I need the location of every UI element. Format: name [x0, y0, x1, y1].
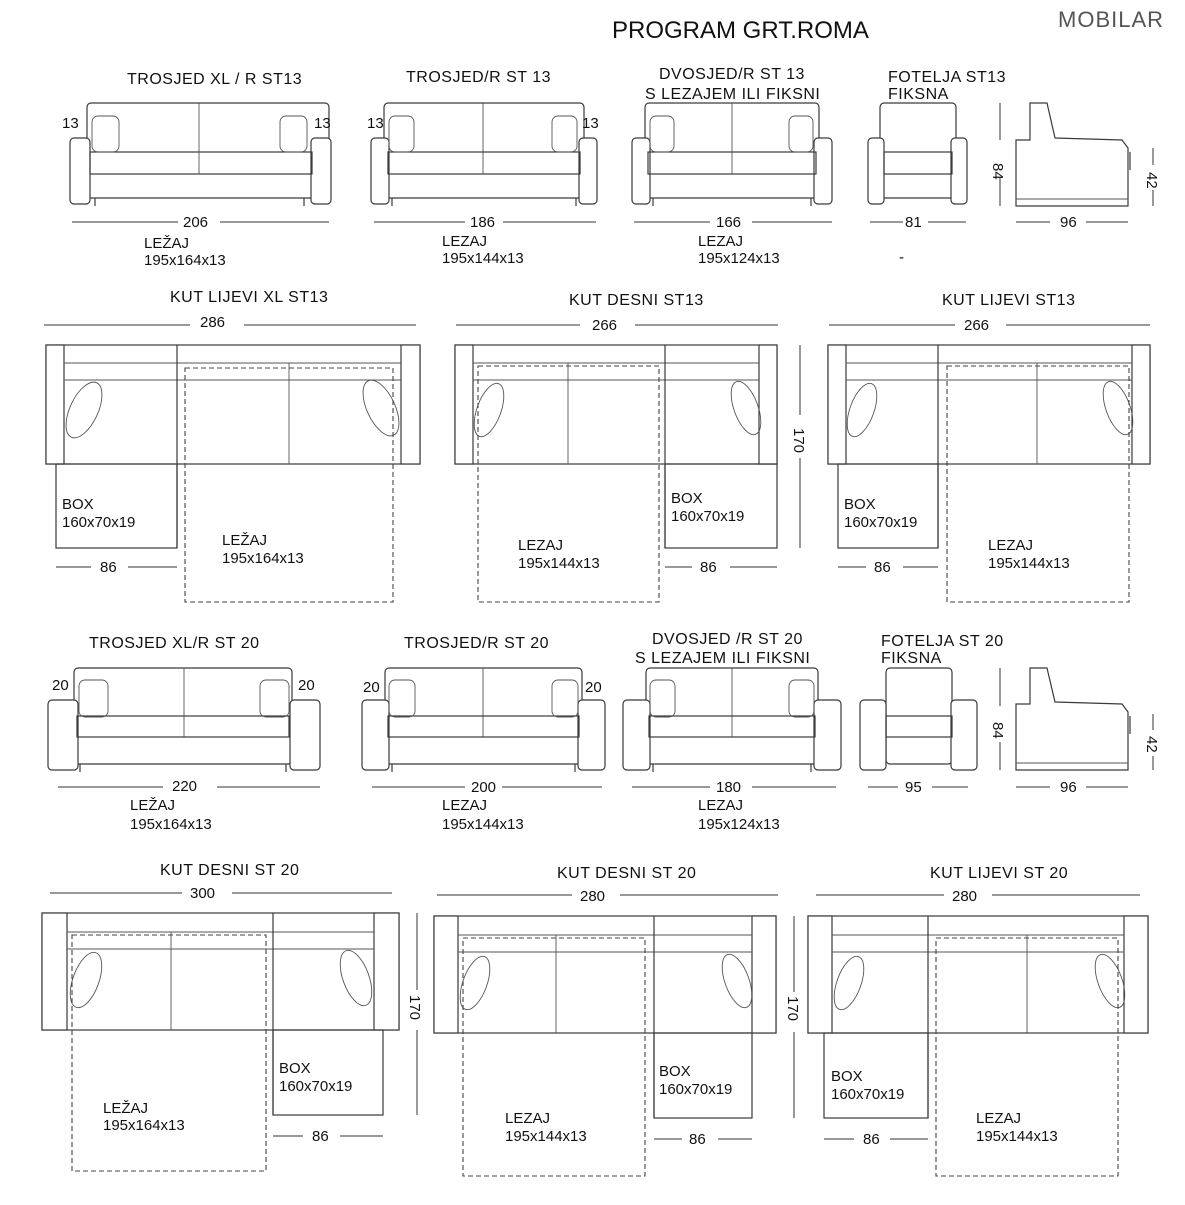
bed-label: LEŽAJ	[222, 532, 268, 549]
corner-kut-lijevi-st13	[828, 292, 1150, 602]
bed-label: LEZAJ	[442, 233, 488, 250]
corner-kut-lijevi-st20-280	[808, 865, 1148, 1176]
side-view-st13	[989, 103, 1160, 231]
seat-height-value: 42	[1143, 172, 1160, 189]
product-name: TROSJED XL/R ST 20	[89, 635, 260, 652]
height-value: 84	[989, 722, 1006, 739]
seat-cushions	[90, 152, 312, 174]
bed-label: LEZAJ	[442, 797, 488, 814]
bed-label: LEZAJ	[698, 797, 744, 814]
arm-width-left: 20	[363, 679, 380, 696]
box-label: BOX	[844, 496, 876, 513]
sofa-trosjed-st13	[367, 69, 599, 267]
chaise-width-value: 86	[863, 1131, 880, 1148]
product-name: KUT LIJEVI XL ST13	[170, 289, 329, 306]
chaise-width-value: 86	[312, 1128, 329, 1145]
armrest-right	[311, 138, 331, 204]
product-name: KUT LIJEVI ST13	[942, 292, 1076, 309]
arm-width-right: 13	[582, 115, 599, 132]
corner-kut-lijevi-xl-st13	[44, 289, 420, 602]
bed-size: 195x144x13	[505, 1128, 587, 1145]
depth-value: 170	[784, 996, 801, 1022]
armrest-left	[70, 138, 90, 204]
box-size: 160x70x19	[831, 1086, 905, 1103]
width-value: 206	[183, 214, 209, 231]
width-value: 166	[716, 214, 742, 231]
bed-label: LEZAJ	[698, 233, 744, 250]
product-name-line1: DVOSJED /R ST 20	[652, 631, 803, 648]
sofa-dvosjed-st13	[632, 66, 832, 267]
chaise-width-value: 86	[100, 559, 117, 576]
corner-kut-desni-st20-300	[42, 862, 423, 1171]
product-name: KUT DESNI ST 20	[160, 862, 300, 879]
bed-size: 195x144x13	[442, 250, 524, 267]
bed-size: 195x164x13	[130, 816, 212, 833]
chaise-width-value: 86	[700, 559, 717, 576]
arm-width-right: 13	[314, 115, 331, 132]
bed-size: 195x124x13	[698, 816, 780, 833]
pillow-right	[280, 116, 307, 152]
sofa-trosjed-xl-st13	[62, 71, 331, 269]
bed-size: 195x144x13	[442, 816, 524, 833]
width-value: 180	[716, 779, 742, 796]
arm-width-left: 20	[52, 677, 69, 694]
box-size: 160x70x19	[659, 1081, 733, 1098]
page-title: PROGRAM GRT.ROMA	[612, 17, 869, 44]
width-value: 300	[190, 885, 216, 902]
brand-logo: MOBILAR	[1058, 7, 1165, 32]
corner-kut-desni-st20-280	[434, 865, 801, 1176]
width-value: 266	[592, 317, 618, 334]
note: -	[899, 249, 904, 266]
bed-label: LEZAJ	[505, 1110, 551, 1127]
bed-size: 195x144x13	[518, 555, 600, 572]
bed-label: LEZAJ	[518, 537, 564, 554]
arm-width-left: 13	[367, 115, 384, 132]
product-name-line2: S LEZAJEM ILI FIKSNI	[635, 650, 811, 667]
box-label: BOX	[831, 1068, 863, 1085]
width-value: 280	[580, 888, 606, 905]
width-value: 266	[964, 317, 990, 334]
depth-value: 170	[790, 428, 807, 454]
box-label: BOX	[62, 496, 94, 513]
bed-size: 195x164x13	[103, 1117, 185, 1134]
sofa-dvosjed-st20	[623, 631, 841, 833]
width-value: 200	[471, 779, 497, 796]
sofa-trosjed-xl-st20	[48, 635, 320, 833]
box-size: 160x70x19	[62, 514, 136, 531]
bed-size: 195x164x13	[222, 550, 304, 567]
arm-width-right: 20	[585, 679, 602, 696]
box-label: BOX	[659, 1063, 691, 1080]
bed-size: 195x164x13	[144, 252, 226, 269]
depth-value: 96	[1060, 779, 1077, 796]
box-size: 160x70x19	[671, 508, 745, 525]
depth-value: 96	[1060, 214, 1077, 231]
bed-label: LEZAJ	[988, 537, 1034, 554]
width-value: 81	[905, 214, 922, 231]
product-name: KUT DESNI ST 20	[557, 865, 697, 882]
product-name-line2: FIKSNA	[888, 86, 949, 103]
width-value: 280	[952, 888, 978, 905]
side-view-st20	[989, 668, 1160, 796]
box-size: 160x70x19	[844, 514, 918, 531]
product-name-line1: FOTELJA ST 20	[881, 633, 1004, 650]
bed-label: LEŽAJ	[103, 1100, 149, 1117]
product-name-line1: FOTELJA ST13	[888, 69, 1007, 86]
product-name: KUT LIJEVI ST 20	[930, 865, 1069, 882]
box-size: 160x70x19	[279, 1078, 353, 1095]
bed-size: 195x144x13	[988, 555, 1070, 572]
width-value: 95	[905, 779, 922, 796]
bed-label: LEŽAJ	[144, 235, 190, 252]
box-label: BOX	[671, 490, 703, 507]
chaise-width-value: 86	[689, 1131, 706, 1148]
width-value: 220	[172, 778, 198, 795]
chaise-width-value: 86	[874, 559, 891, 576]
height-value: 84	[989, 163, 1006, 180]
product-name-line2: FIKSNA	[881, 650, 942, 667]
bed-label: LEZAJ	[976, 1110, 1022, 1127]
product-name: TROSJED XL / R ST13	[127, 71, 303, 88]
armchair-fotelja-st20	[860, 633, 1004, 796]
bed-size: 195x144x13	[976, 1128, 1058, 1145]
product-name-line1: DVOSJED/R ST 13	[659, 66, 805, 83]
product-name-line2: S LEZAJEM ILI FIKSNI	[645, 86, 821, 103]
depth-value: 170	[406, 995, 423, 1021]
width-value: 186	[470, 214, 496, 231]
bed-label: LEŽAJ	[130, 797, 176, 814]
product-name: TROSJED/R ST 13	[406, 69, 552, 86]
width-value: 286	[200, 314, 226, 331]
corner-kut-desni-st13	[455, 292, 807, 602]
bed-size: 195x124x13	[698, 250, 780, 267]
sofa-trosjed-st20	[362, 635, 605, 833]
armchair-fotelja-st13	[868, 69, 1006, 266]
box-label: BOX	[279, 1060, 311, 1077]
arm-width-right: 20	[298, 677, 315, 694]
product-name: KUT DESNI ST13	[569, 292, 704, 309]
seat-height-value: 42	[1143, 736, 1160, 753]
arm-width-left: 13	[62, 115, 79, 132]
pillow-left	[92, 116, 119, 152]
product-name: TROSJED/R ST 20	[404, 635, 550, 652]
